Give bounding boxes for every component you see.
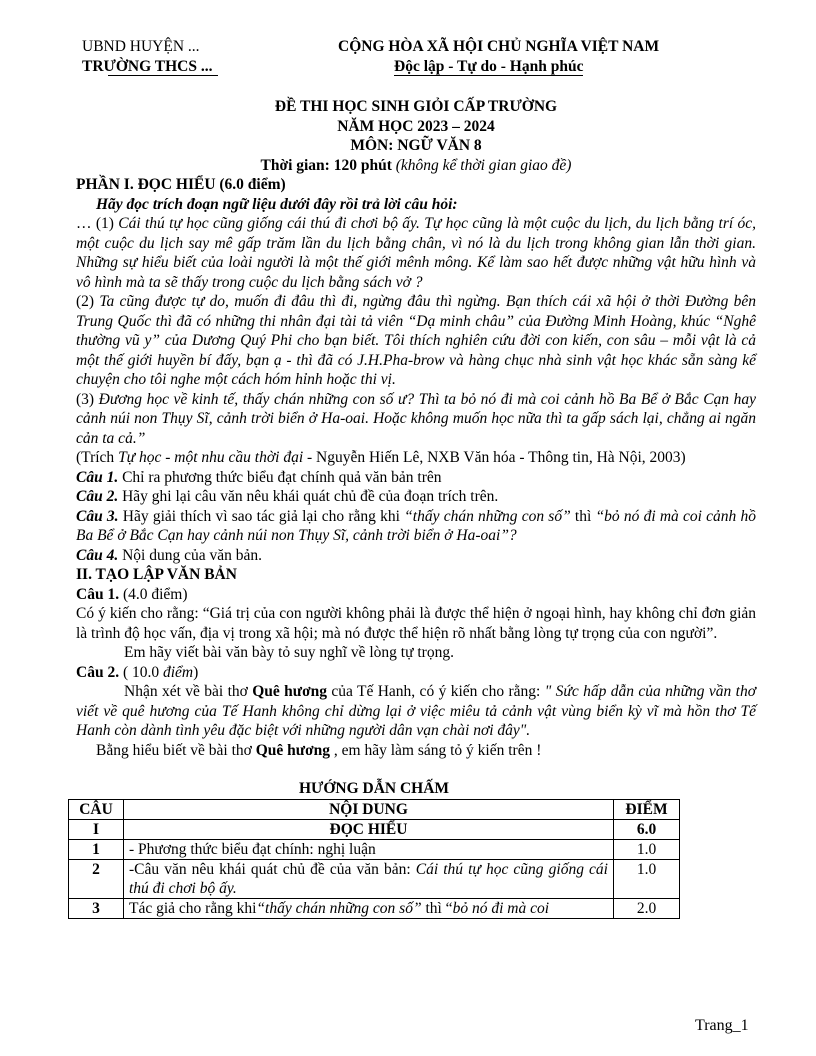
grading-title: HƯỚNG DẪN CHẤM — [298, 780, 450, 797]
part2-heading: II. TẠO LẬP VĂN BẢN — [76, 566, 237, 583]
essay-question-1-text: Có ý kiến cho rằng: “Giá trị của con người không phải là được thể hiện ở ngoại hình, hay không chỉ đơn giản là trình độ học vấn, địa vị trong xã hội; mà nó được thể hiện rõ nhất bằng lòng tự trọng của con người”. — [76, 605, 756, 642]
exam-title: ĐỀ THI HỌC SINH GIỎI CẤP TRƯỜNG — [274, 98, 558, 115]
question-2: Câu 2. Hãy ghi lại câu văn nêu khái quát chủ đề của đoạn trích trên. — [76, 488, 499, 505]
school-year: NĂM HỌC 2023 – 2024 — [337, 117, 495, 135]
col-header-noidung: NỘI DUNG — [124, 799, 614, 819]
essay-question-2-text: Nhận xét về bài thơ Quê hương của Tế Hanh, có ý kiến cho rằng: " Sức hấp dẫn của những vần thơ viết về quê hương của Tế Hanh không chỉ dừng lại ở việc miêu tả cảnh vật vùng biển kỳ vĩ mà hồn thơ Tế Hanh còn dành tình yêu đặc biệt với những người dân vạn chài nơi đây". — [76, 683, 756, 739]
essay-question-1-task: Em hãy viết bài văn bày tỏ suy nghĩ về lòng tự trọng. — [124, 644, 454, 661]
document-page — [76, 37, 756, 919]
essay-question-1-label: Câu 1. (4.0 điểm) — [76, 585, 188, 603]
passage-paragraph-1: … (1) Cái thú tự học cũng giống cái thú đi chơi bộ ấy. Tự học cũng là một cuộc du lịch, du lịch bằng trí óc, một cuộc du lịch say mê gấp trăm lần du lịch bằng chân, vì nó là du lịch trong không gian lẫn thời gian. Những sự hiểu biết của loài người là một thế giới mênh mông. Kể làm sao hết được những vật hữu hình và vô hình mà ta sẽ thấy trong cuộc du lịch bằng sách vở ? — [76, 215, 757, 291]
part1-heading: PHẦN I. ĐỌC HIỂU (6.0 điểm) — [76, 176, 286, 193]
country-motto: CỘNG HÒA XÃ HỘI CHỦ NGHĨA VIỆT NAM — [338, 38, 660, 55]
grading-table — [68, 799, 680, 919]
table-row: I ĐỌC HIỂU 6.0 — [69, 819, 680, 839]
table-row: 1 - Phương thức biểu đạt chính: nghị luận 1.0 — [69, 839, 680, 859]
table-row: 3 Tác giả cho rằng khi“thấy chán những con số” thì “bỏ nó đi mà coi 2.0 — [69, 898, 680, 918]
passage-paragraph-3: (3) Đương học về kinh tế, thấy chán những con số ư? Thì ta bỏ nó đi mà coi cảnh hồ Ba Bể ở Bắc Cạn hay cảnh núi non Thụy Sĩ, cảnh trời biển ở Ha-oai. Hoặc không muốn học nữa thì ta gấp sách lại, chẳng ai ngăn cản ta cả.” — [76, 390, 756, 447]
passage-source: (Trích Tự học - một nhu cầu thời đại - Nguyễn Hiến Lê, NXB Văn hóa - Thông tin, Hà Nội, 2003) — [76, 449, 686, 466]
district-name: UBND HUYỆN ... — [82, 38, 200, 55]
document-header — [76, 37, 756, 79]
subject: MÔN: NGỮ VĂN 8 — [350, 137, 482, 154]
col-header-diem: ĐIỂM — [614, 799, 680, 819]
col-header-cau: CÂU — [69, 799, 124, 819]
question-1: Câu 1. Chỉ ra phương thức biểu đạt chính quả văn bản trên — [76, 468, 442, 486]
part1-instruction: Hãy đọc trích đoạn ngữ liệu dưới đây rồi trả lời câu hỏi: — [96, 195, 458, 213]
table-header-row — [69, 799, 680, 819]
national-slogan: Độc lập - Tự do - Hạnh phúc — [394, 58, 584, 75]
passage-paragraph-2: (2) Ta cũng được tự do, muốn đi đâu thì đi, ngừng đâu thì ngừng. Bạn thích cái xã hội ở thời Đường bên Trung Quốc thì đã có những thi nhân đại tài tả viên “Dạ minh châu” của Đường Minh Hoàng, khúc “Nghê thường vũ y” của Dương Quý Phi cho bạn biết. Tôi thích nghiên cứu đời con kiến, con sâu – mỗi vật là cả một thế giới huyền bí đấy, bạn ạ - thì đã có J.H.Pha-brow và hàng chục nhà sinh vật học khác sẵn sàng kể chuyện cho tôi nghe một cách hóm hỉnh hoặc thi vị. — [76, 293, 757, 388]
exam-time: Thời gian: 120 phút (không kể thời gian giao đề) — [260, 156, 572, 174]
essay-question-2-task: Bằng hiểu biết về bài thơ Quê hương , em hãy làm sáng tỏ ý kiến trên ! — [96, 741, 542, 759]
essay-question-2-label: Câu 2. ( 10.0 điểm) — [76, 663, 199, 681]
table-row: 2 -Câu văn nêu khái quát chủ đề của văn bản: Cái thú tự học cũng giống cái thú đi chơi bộ ấy. 1.0 — [69, 859, 680, 898]
page-number: Trang_1 — [695, 1017, 749, 1034]
question-3: Câu 3. Hãy giải thích vì sao tác giả lại cho rằng khi “thấy chán những con số” thì “bỏ nó đi mà coi cảnh hồ Ba Bể ở Bắc Cạn hay cảnh núi non Thụy Sĩ, cảnh trời biển ở Ha-oai”? — [76, 507, 757, 544]
question-4: Câu 4. Nội dung của văn bản. — [76, 546, 262, 564]
school-name: TRƯỜNG THCS ... — [82, 57, 218, 77]
